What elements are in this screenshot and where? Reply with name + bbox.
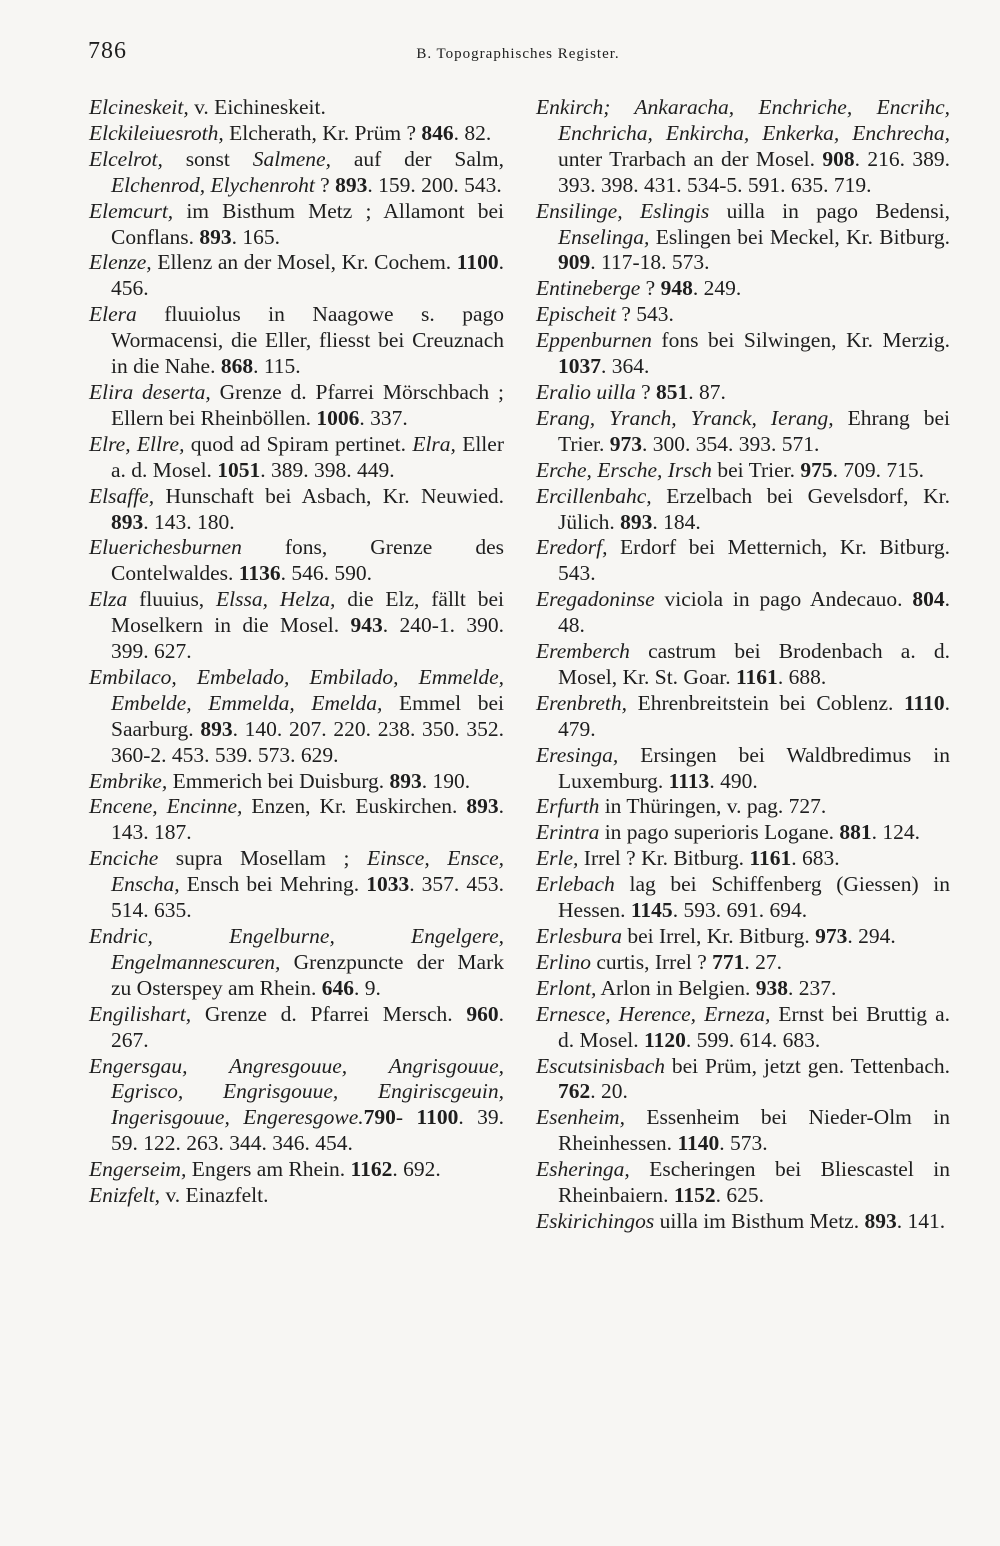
entry-headword: Elre, Ellre, bbox=[89, 431, 185, 456]
register-entry bbox=[536, 302, 950, 328]
document-number: 1162 bbox=[350, 1157, 393, 1182]
document-number: 893 bbox=[335, 172, 368, 197]
register-entry bbox=[89, 1054, 504, 1158]
document-number: 846 bbox=[421, 120, 454, 145]
entry-text: Arlon in Belgien. bbox=[596, 975, 756, 1000]
register-entry bbox=[536, 458, 950, 484]
register-entry bbox=[89, 484, 504, 536]
entry-headword: Enkirch; Ankaracha, Enchriche, Encrihc, Enchricha, Enkircha, Enkerka, Enchrecha, bbox=[536, 95, 950, 145]
document-number: 1051 bbox=[217, 457, 261, 482]
entry-text: . 300. 354. 393. 571. bbox=[642, 431, 820, 456]
entry-text: im Bisthum Metz ; Allamont bei Conflans. bbox=[111, 198, 504, 249]
entry-headword: Ensilinge, Eslingis bbox=[536, 198, 710, 223]
entry-text: ? 543. bbox=[616, 302, 674, 327]
entry-headword: Elira deserta, bbox=[89, 379, 211, 404]
document-number: 973 bbox=[609, 431, 643, 456]
entry-headword: Erlino bbox=[536, 949, 591, 974]
document-number: 1161 bbox=[749, 846, 792, 871]
entry-text: quod ad Spiram pertinet. bbox=[184, 431, 413, 456]
register-entry bbox=[536, 406, 950, 458]
register-entry bbox=[89, 665, 504, 769]
left-column bbox=[89, 95, 504, 1209]
entry-headword: Esenheim, bbox=[536, 1105, 625, 1130]
entry-text: ? bbox=[635, 379, 657, 404]
document-number: 938 bbox=[755, 975, 789, 1000]
entry-text: Erzelbach bei Gevelsdorf, Kr. Jülich. bbox=[558, 483, 950, 534]
register-entry bbox=[89, 302, 504, 380]
entry-text: . 124. bbox=[871, 820, 920, 845]
register-entry bbox=[89, 1157, 504, 1183]
document-number: 893 bbox=[864, 1208, 897, 1233]
entry-text: . 294. bbox=[847, 924, 896, 948]
document-number: 762 bbox=[558, 1079, 591, 1104]
variant-name: Einsce, Ensce, Enscha, bbox=[111, 846, 504, 897]
register-entry bbox=[89, 924, 504, 1002]
document-number: 646 bbox=[321, 975, 355, 1000]
entry-text: . 237. bbox=[788, 975, 837, 1000]
register-entry bbox=[536, 535, 950, 587]
entry-text: Eslingen bei Meckel, Kr. Bitburg. bbox=[649, 224, 950, 249]
entry-headword: Eralio uilla bbox=[536, 379, 636, 404]
document-number: 975 bbox=[800, 457, 833, 482]
entry-text: Ernst bei Bruttig a. d. Mosel. bbox=[558, 1001, 950, 1052]
register-entry bbox=[536, 95, 950, 199]
document-number: 881 bbox=[839, 820, 872, 845]
entry-text: . 39. 59. 122. 263. 344. 346. 454. bbox=[111, 1105, 504, 1156]
document-number: 893 bbox=[199, 224, 232, 249]
register-entry bbox=[536, 1157, 950, 1209]
entry-text: curtis, Irrel ? bbox=[590, 949, 713, 974]
page-header bbox=[88, 38, 948, 78]
entry-text: Erdorf bei Metternich, Kr. Bitburg. 543. bbox=[558, 535, 950, 586]
entry-headword: Erintra bbox=[536, 820, 600, 845]
entry-text: . 625. bbox=[715, 1183, 765, 1208]
entry-text: . 573. bbox=[719, 1131, 768, 1156]
entry-text: supra Mosellam ; bbox=[158, 846, 368, 871]
register-entry bbox=[536, 1002, 950, 1054]
entry-text: Ehrang bei Trier. bbox=[558, 405, 950, 456]
document-number: 1006 bbox=[316, 405, 360, 430]
entry-text: . 479. bbox=[558, 690, 950, 741]
entry-headword: Eregadoninse bbox=[536, 587, 655, 612]
entry-text: . 364. bbox=[601, 354, 650, 379]
register-entry bbox=[536, 484, 950, 536]
entry-text: Eller a. d. Mosel. bbox=[111, 431, 504, 482]
entry-text: . 184. bbox=[652, 509, 701, 534]
document-number: 1120 bbox=[644, 1027, 686, 1052]
entry-text: . 240-1. 390. 399. 627. bbox=[111, 613, 504, 664]
document-number: 960 bbox=[466, 1001, 499, 1026]
register-entry bbox=[89, 199, 504, 251]
register-entry bbox=[536, 1209, 950, 1235]
entry-headword: Entineberge bbox=[536, 276, 641, 301]
entry-text: Escheringen bei Bliescastel in Rheinbaiern. bbox=[558, 1157, 950, 1208]
entry-text: castrum bei Brodenbach a. d. Mosel, Kr. St. Goar. bbox=[558, 639, 950, 689]
entry-text: . 143. 187. bbox=[111, 794, 505, 845]
entry-text: Enzen, Kr. Euskirchen. bbox=[242, 794, 467, 819]
entry-text: . 490. bbox=[709, 768, 758, 793]
entry-headword: Esheringa, bbox=[536, 1157, 630, 1182]
document-number: 973 bbox=[815, 924, 848, 948]
entry-headword: Erenbreth, bbox=[536, 690, 627, 715]
entry-headword: Erlesbura bbox=[536, 924, 622, 948]
entry-headword: Erche, Ersche, Irsch bbox=[536, 457, 712, 482]
register-entry bbox=[536, 950, 950, 976]
register-entry bbox=[536, 976, 950, 1002]
entry-text: fluuiolus in Naagowe s. pago Wormacensi, die Eller, fliesst bei Creuznach in die Nahe. bbox=[111, 302, 504, 379]
entry-text: bei Irrel, Kr. Bitburg. bbox=[622, 924, 816, 948]
running-title: B. Topographisches Register. bbox=[416, 46, 620, 62]
document-number: 893 bbox=[620, 509, 653, 534]
entry-text: bei Prüm, jetzt gen. Tettenbach. bbox=[665, 1053, 950, 1078]
entry-text: . 546. 590. bbox=[280, 561, 372, 586]
document-number: 1110 bbox=[903, 690, 945, 715]
entry-text: . 389. 398. 449. bbox=[260, 457, 395, 482]
entry-headword: Engersgau, Angresgouue, Angrisgouue, Egrisco, Engrisgouue, Engiriscgeuin, Ingerisgouue, Engeresgowe. bbox=[89, 1053, 504, 1130]
entry-text: . 337. bbox=[359, 405, 408, 430]
entry-headword: Erfurth bbox=[536, 794, 600, 819]
register-entry bbox=[536, 639, 950, 691]
document-number: 804 bbox=[912, 587, 945, 612]
register-entry bbox=[536, 794, 950, 820]
entry-headword: Enciche bbox=[89, 846, 159, 871]
entry-text: . 688. bbox=[777, 664, 827, 689]
entry-text: Elcherath, Kr. Prüm ? bbox=[223, 120, 422, 145]
document-number: 943 bbox=[350, 613, 383, 638]
register-entry bbox=[89, 380, 504, 432]
entry-text: Grenze d. Pfarrei Mersch. bbox=[191, 1001, 467, 1026]
entry-headword: Encene, Encinne, bbox=[89, 794, 243, 819]
document-number: 851 bbox=[656, 379, 689, 404]
register-entry bbox=[536, 276, 950, 302]
entry-text: uilla im Bisthum Metz. bbox=[654, 1208, 865, 1233]
entry-text: . 141. bbox=[896, 1208, 946, 1233]
entry-headword: Elera bbox=[89, 302, 137, 327]
entry-text: . 115. bbox=[253, 354, 301, 379]
register-entry bbox=[536, 924, 950, 950]
entry-text: die Elz, fällt bei Moselkern in die Mosel. bbox=[111, 587, 504, 638]
register-entry bbox=[536, 328, 950, 380]
entry-headword: Eremberch bbox=[536, 639, 630, 664]
entry-text: - bbox=[395, 1105, 417, 1130]
register-entry bbox=[536, 820, 950, 846]
document-number: 1136 bbox=[238, 561, 281, 586]
entry-headword: Erle, bbox=[536, 846, 579, 871]
register-entry bbox=[536, 1105, 950, 1157]
entry-text: Hunschaft bei Asbach, Kr. Neuwied. bbox=[154, 483, 504, 508]
register-entry bbox=[89, 1002, 504, 1054]
register-entry bbox=[536, 1054, 950, 1106]
register-entry bbox=[89, 535, 504, 587]
document-number: 868 bbox=[220, 354, 254, 379]
page-number: 786 bbox=[88, 38, 127, 64]
document-number: 790 bbox=[363, 1105, 396, 1130]
entry-text: . 357. 453. 514. 635. bbox=[111, 872, 504, 923]
document-number: 1145 bbox=[630, 898, 673, 923]
entry-headword: Eresinga, bbox=[536, 742, 619, 767]
entry-text: fons, Grenze des Contelwaldes. bbox=[111, 535, 504, 586]
entry-text: Grenze d. Pfarrei Mörschbach ; Ellern bei Rheinböllen. bbox=[111, 379, 504, 430]
entry-text: sonst bbox=[162, 146, 253, 171]
register-entry bbox=[89, 250, 504, 302]
document-number: 1100 bbox=[416, 1105, 459, 1130]
register-entry bbox=[89, 769, 504, 795]
document-number: 893 bbox=[200, 716, 233, 741]
entry-text: . 159. 200. 543. bbox=[367, 172, 502, 197]
entry-headword: Eredorf, bbox=[536, 535, 608, 560]
entry-text: . 267. bbox=[111, 1001, 504, 1052]
entry-text: Ellenz an der Mosel, Kr. Cochem. bbox=[151, 250, 457, 275]
entry-headword: Erlont, bbox=[536, 975, 597, 1000]
entry-text: Ensch bei Mehring. bbox=[179, 872, 367, 897]
entry-headword: Eppenburnen bbox=[536, 328, 652, 353]
right-column bbox=[536, 95, 950, 1235]
entry-text: Emmerich bei Duisburg. bbox=[167, 768, 390, 793]
entry-headword: Ernesce, Herence, Erneza, bbox=[536, 1001, 771, 1026]
entry-text: in Thüringen, v. pag. 727. bbox=[599, 794, 827, 819]
entry-headword: Erlebach bbox=[536, 872, 615, 897]
register-entry bbox=[89, 432, 504, 484]
entry-text: . 140. 207. 220. 238. 350. 352. 360-2. 453. 539. 573. 629. bbox=[111, 716, 505, 767]
register-entry bbox=[536, 846, 950, 872]
entry-text: auf der Salm, bbox=[330, 146, 504, 171]
entry-headword: Elenze, bbox=[89, 250, 152, 275]
entry-headword: Embilaco, Embelado, Embilado, Emmelde, Embelde, Emmelda, Emelda, bbox=[89, 664, 504, 715]
entry-headword: Elcelrot, bbox=[89, 146, 163, 171]
register-entry bbox=[89, 794, 504, 846]
entry-headword: Erang, Yranch, Yranck, Ierang, bbox=[536, 405, 834, 430]
entry-headword: Eskirichingos bbox=[536, 1208, 655, 1233]
entry-text: . 82. bbox=[453, 120, 492, 145]
variant-name: Elssa, Helza, bbox=[216, 587, 336, 612]
entry-text: . 87. bbox=[688, 379, 726, 404]
register-entry bbox=[89, 587, 504, 665]
entry-text: unter Trarbach an der Mosel. bbox=[558, 146, 823, 171]
document-number: 771 bbox=[712, 949, 745, 974]
entry-headword: Enizfelt, bbox=[89, 1183, 161, 1208]
register-entry bbox=[536, 380, 950, 406]
variant-name: Elchenrod, Elychenroht bbox=[111, 172, 315, 197]
entry-headword: Embrike, bbox=[89, 768, 168, 793]
variant-name: Enselinga, bbox=[558, 224, 650, 249]
register-entry bbox=[89, 95, 504, 121]
entry-text: . 9. bbox=[354, 975, 381, 1000]
entry-text: ? bbox=[640, 276, 661, 301]
entry-text: . 117-18. 573. bbox=[590, 250, 710, 275]
register-entry bbox=[89, 147, 504, 199]
entry-headword: Elckileiuesroth, bbox=[89, 120, 224, 145]
entry-headword: Ercillenbahc, bbox=[536, 483, 652, 508]
entry-headword: Epischeit bbox=[536, 302, 617, 327]
entry-text: Engers am Rhein. bbox=[186, 1157, 351, 1182]
entry-text: v. Einazfelt. bbox=[160, 1183, 269, 1208]
entry-headword: Engilishart, bbox=[89, 1001, 192, 1026]
register-entry bbox=[536, 872, 950, 924]
entry-text: uilla in pago Bedensi, bbox=[709, 198, 951, 223]
entry-text: . 683. bbox=[791, 846, 840, 871]
entry-headword: Elsaffe, bbox=[89, 483, 155, 508]
document-number: 909 bbox=[558, 250, 591, 275]
entry-text: bei Trier. bbox=[711, 457, 801, 482]
entry-text: . 48. bbox=[558, 587, 950, 638]
entry-text: . 20. bbox=[590, 1079, 628, 1104]
entry-headword: Escutsinisbach bbox=[536, 1053, 665, 1078]
entry-text: . 709. 715. bbox=[832, 457, 924, 482]
entry-text: . 692. bbox=[392, 1157, 441, 1182]
register-entry bbox=[89, 846, 504, 924]
entry-text: . 190. bbox=[421, 768, 471, 793]
entry-text: . 143. 180. bbox=[143, 509, 235, 534]
entry-text: . 216. 389. 393. 398. 431. 534-5. 591. 635. 719. bbox=[558, 146, 951, 197]
document-number: 1100 bbox=[456, 250, 499, 275]
entry-text: . 593. 691. 694. bbox=[672, 898, 808, 923]
entry-text: . 599. 614. 683. bbox=[685, 1027, 821, 1052]
entry-text: . 249. bbox=[692, 276, 742, 301]
entry-headword: Engerseim, bbox=[89, 1157, 187, 1182]
register-entry bbox=[536, 199, 950, 277]
document-number: 1161 bbox=[735, 664, 778, 689]
document-number: 1033 bbox=[366, 872, 410, 897]
variant-name: Elra, bbox=[412, 431, 456, 456]
document-number: 948 bbox=[660, 276, 693, 301]
entry-text: v. Eichineskeit. bbox=[188, 95, 326, 119]
register-entry bbox=[89, 121, 504, 147]
entry-text: Emmel bei Saarburg. bbox=[111, 690, 504, 741]
entry-text: Irrel ? Kr. Bitburg. bbox=[578, 846, 750, 871]
entry-text: Essenheim bei Nieder-Olm in Rheinhessen. bbox=[558, 1105, 950, 1156]
document-number: 893 bbox=[111, 509, 144, 534]
register-entry bbox=[536, 743, 950, 795]
entry-headword: Elcineskeit, bbox=[89, 95, 189, 119]
document-number: 1140 bbox=[677, 1131, 720, 1156]
register-entry bbox=[536, 691, 950, 743]
document-number: 1113 bbox=[668, 768, 710, 793]
document-number: 893 bbox=[466, 794, 499, 819]
variant-name: Salmene, bbox=[252, 146, 331, 171]
document-number: 1037 bbox=[558, 354, 601, 379]
entry-headword: Elza bbox=[89, 587, 128, 612]
document-number: 893 bbox=[389, 768, 422, 793]
document-number: 1152 bbox=[673, 1183, 716, 1208]
register-entry bbox=[89, 1183, 504, 1209]
entry-text: viciola in pago Andecauo. bbox=[654, 587, 913, 612]
entry-text: ? bbox=[314, 172, 336, 197]
entry-text: Ersingen bei Waldbredimus in Luxemburg. bbox=[558, 742, 950, 793]
entry-text: lag bei Schiffenberg (Giessen) in Hessen. bbox=[558, 872, 950, 923]
entry-text: fons bei Silwingen, Kr. Merzig. bbox=[651, 328, 950, 353]
entry-text: Grenzpuncte der Mark zu Osterspey am Rhein. bbox=[111, 949, 504, 1000]
entry-text: in pago superioris Logane. bbox=[599, 820, 840, 845]
entry-text: fluuius, bbox=[127, 587, 217, 612]
entry-text: . 165. bbox=[231, 224, 281, 249]
entry-text: Ehrenbreitstein bei Coblenz. bbox=[626, 690, 904, 715]
entry-text: . 27. bbox=[744, 949, 783, 974]
register-entry bbox=[536, 587, 950, 639]
entry-headword: Elemcurt, bbox=[89, 198, 174, 223]
document-number: 908 bbox=[822, 146, 855, 171]
entry-headword: Endric, Engelburne, Engelgere, Engelmannescuren, bbox=[89, 924, 504, 974]
entry-text: . 456. bbox=[111, 250, 504, 301]
entry-headword: Eluerichesburnen bbox=[89, 535, 242, 560]
